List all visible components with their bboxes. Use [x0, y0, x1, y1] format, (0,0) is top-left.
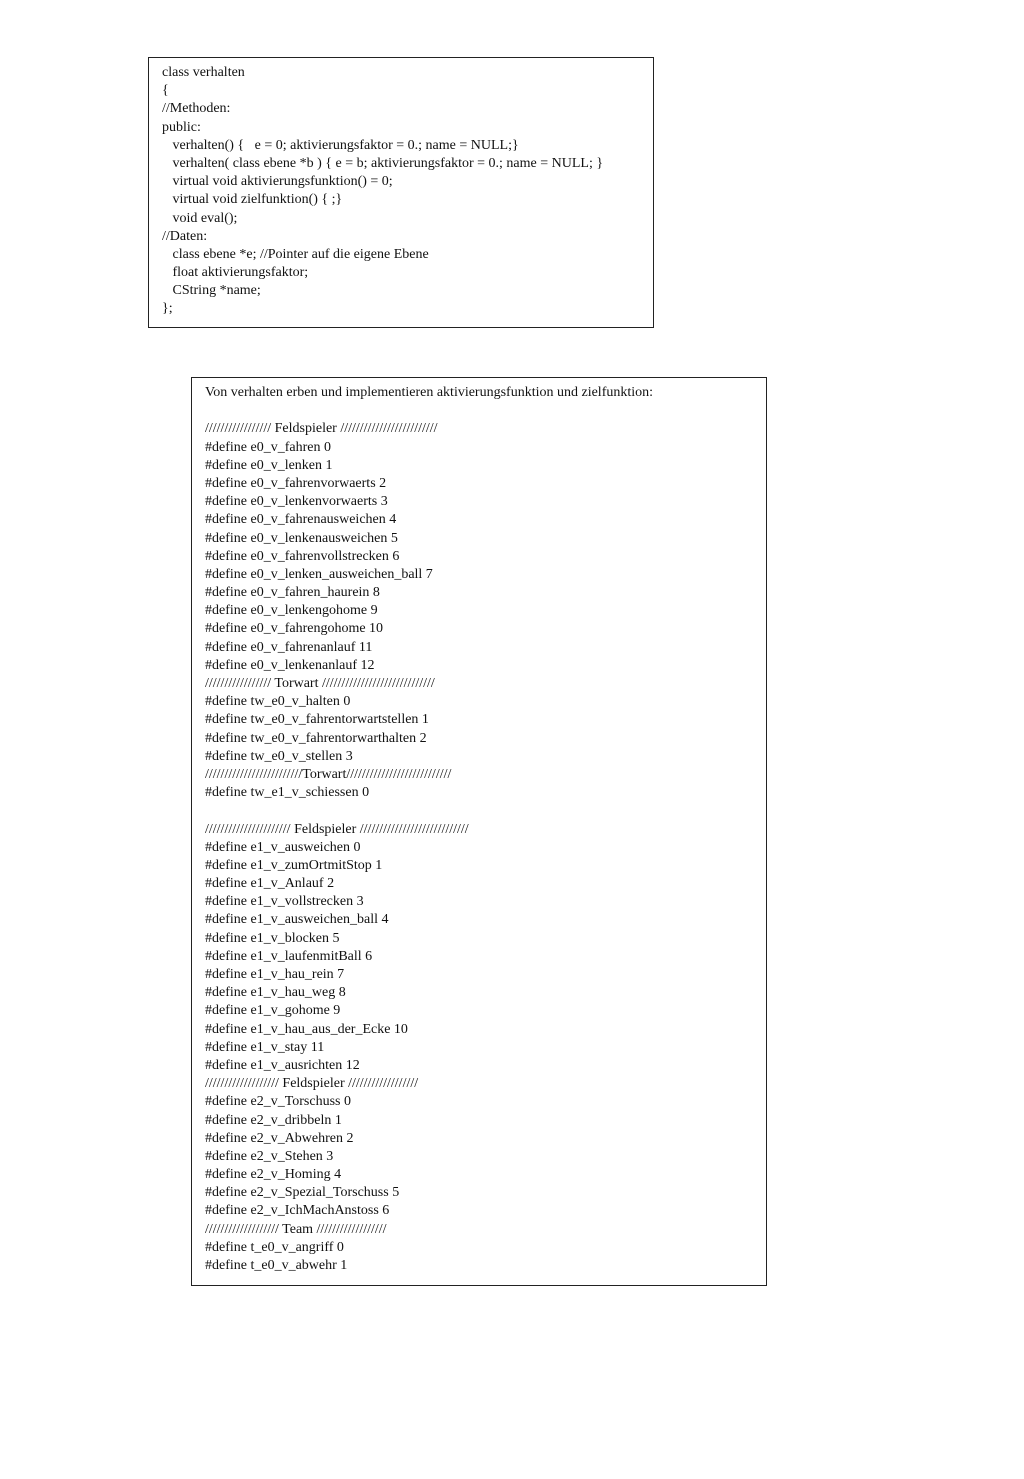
code-line: Von verhalten erben und implementieren aktivierungsfunktion und zielfunktion: [205, 385, 654, 400]
code-line: #define e0_v_lenken_ausweichen_ball 7 [205, 566, 433, 582]
code-line: #define e1_v_zumOrtmitStop 1 [205, 857, 383, 873]
code-line: class verhalten [162, 65, 245, 80]
code-line: #define e1_v_ausweichen 0 [205, 839, 361, 855]
code-line: ////////////////////// Feldspieler //////////////////////////// [205, 821, 469, 837]
code-line: #define e0_v_fahren 0 [205, 439, 331, 455]
code-line: ///////////////// Torwart ///////////////////////////// [205, 676, 435, 691]
code-line: #define e0_v_lenkenanlauf 12 [205, 657, 375, 673]
define-list-box [191, 377, 767, 1286]
code-line [205, 402, 766, 420]
code-line: #define tw_e0_v_stellen 3 [205, 748, 353, 764]
code-line: #define e1_v_ausrichten 12 [205, 1057, 360, 1073]
code-line: #define e2_v_IchMachAnstoss 6 [205, 1203, 390, 1219]
code-line: /////////////////// Feldspieler ////////////////// [205, 1076, 419, 1092]
code-line: #define t_e0_v_angriff 0 [205, 1239, 344, 1255]
code-line: #define tw_e0_v_fahrentorwartstellen 1 [205, 712, 429, 728]
code-line: public: [162, 119, 201, 135]
code-line: //Daten: [162, 228, 208, 244]
code-line: #define e0_v_fahrenvollstrecken 6 [205, 548, 400, 564]
code-line: CString *name; [162, 283, 261, 299]
code-line: ///////////////// Feldspieler ///////////////////////// [205, 421, 438, 437]
code-line: #define e0_v_fahrengohome 10 [205, 621, 384, 637]
code-line: #define tw_e0_v_fahrentorwarthalten 2 [205, 730, 427, 746]
code-line: #define e2_v_dribbeln 1 [205, 1112, 342, 1128]
code-line: #define e0_v_lenkenausweichen 5 [205, 530, 398, 546]
code-line: class ebene *e; //Pointer auf die eigene Ebene [162, 246, 429, 262]
code-line: #define e2_v_Abwehren 2 [205, 1130, 354, 1146]
class-definition-box [148, 57, 654, 328]
code-line: //Methoden: [162, 101, 231, 117]
code-line: void eval(); [162, 210, 238, 226]
code-line: #define e2_v_Torschuss 0 [205, 1094, 351, 1110]
code-line: { [162, 83, 169, 99]
code-line: #define e1_v_hau_rein 7 [205, 967, 345, 982]
code-line: #define e0_v_lenken 1 [205, 457, 333, 473]
code-line: #define e0_v_fahrenanlauf 11 [205, 639, 373, 655]
code-line: #define e1_v_ausweichen_ball 4 [205, 912, 389, 928]
code-line: #define e1_v_vollstrecken 3 [205, 894, 364, 910]
code-line: float aktivierungsfaktor; [162, 265, 309, 281]
code-line: virtual void aktivierungsfunktion() = 0; [162, 174, 393, 190]
code-line: #define e1_v_gohome 9 [205, 1003, 341, 1019]
code-line [205, 1275, 766, 1293]
code-line: #define t_e0_v_abwehr 1 [205, 1258, 348, 1273]
code-line: #define e1_v_Anlauf 2 [205, 876, 335, 892]
code-line: /////////////////////////Torwart/////////////////////////// [205, 766, 452, 782]
code-line: #define e1_v_blocken 5 [205, 930, 340, 946]
code-line: #define e2_v_Spezial_Torschuss 5 [205, 1185, 400, 1201]
code-line: #define e0_v_fahrenausweichen 4 [205, 512, 397, 528]
code-line: #define e0_v_lenkenvorwaerts 3 [205, 494, 388, 510]
code-line: /////////////////// Team ////////////////// [205, 1221, 387, 1237]
code-line: #define tw_e0_v_halten 0 [205, 694, 351, 710]
code-line: #define e0_v_lenkengohome 9 [205, 603, 378, 619]
code-line: #define e1_v_stay 11 [205, 1039, 325, 1055]
code-line: #define tw_e1_v_schiessen 0 [205, 785, 370, 801]
code-line: #define e1_v_hau_weg 8 [205, 985, 346, 1001]
code-line: #define e0_v_fahren_haurein 8 [205, 585, 380, 601]
code-line: #define e1_v_hau_aus_der_Ecke 10 [205, 1021, 408, 1037]
code-line [205, 802, 766, 820]
code-line: #define e1_v_laufenmitBall 6 [205, 948, 373, 964]
code-line: #define e2_v_Stehen 3 [205, 1148, 334, 1164]
code-line: }; [162, 301, 173, 317]
code-line: #define e0_v_fahrenvorwaerts 2 [205, 475, 387, 491]
code-line: virtual void zielfunktion() { ;} [162, 192, 343, 208]
code-line: #define e2_v_Homing 4 [205, 1167, 342, 1183]
code-line: verhalten( class ebene *b ) { e = b; aktivierungsfaktor = 0.; name = NULL; } [162, 155, 604, 171]
code-line: verhalten() { e = 0; aktivierungsfaktor = 0.; name = NULL;} [162, 137, 519, 153]
